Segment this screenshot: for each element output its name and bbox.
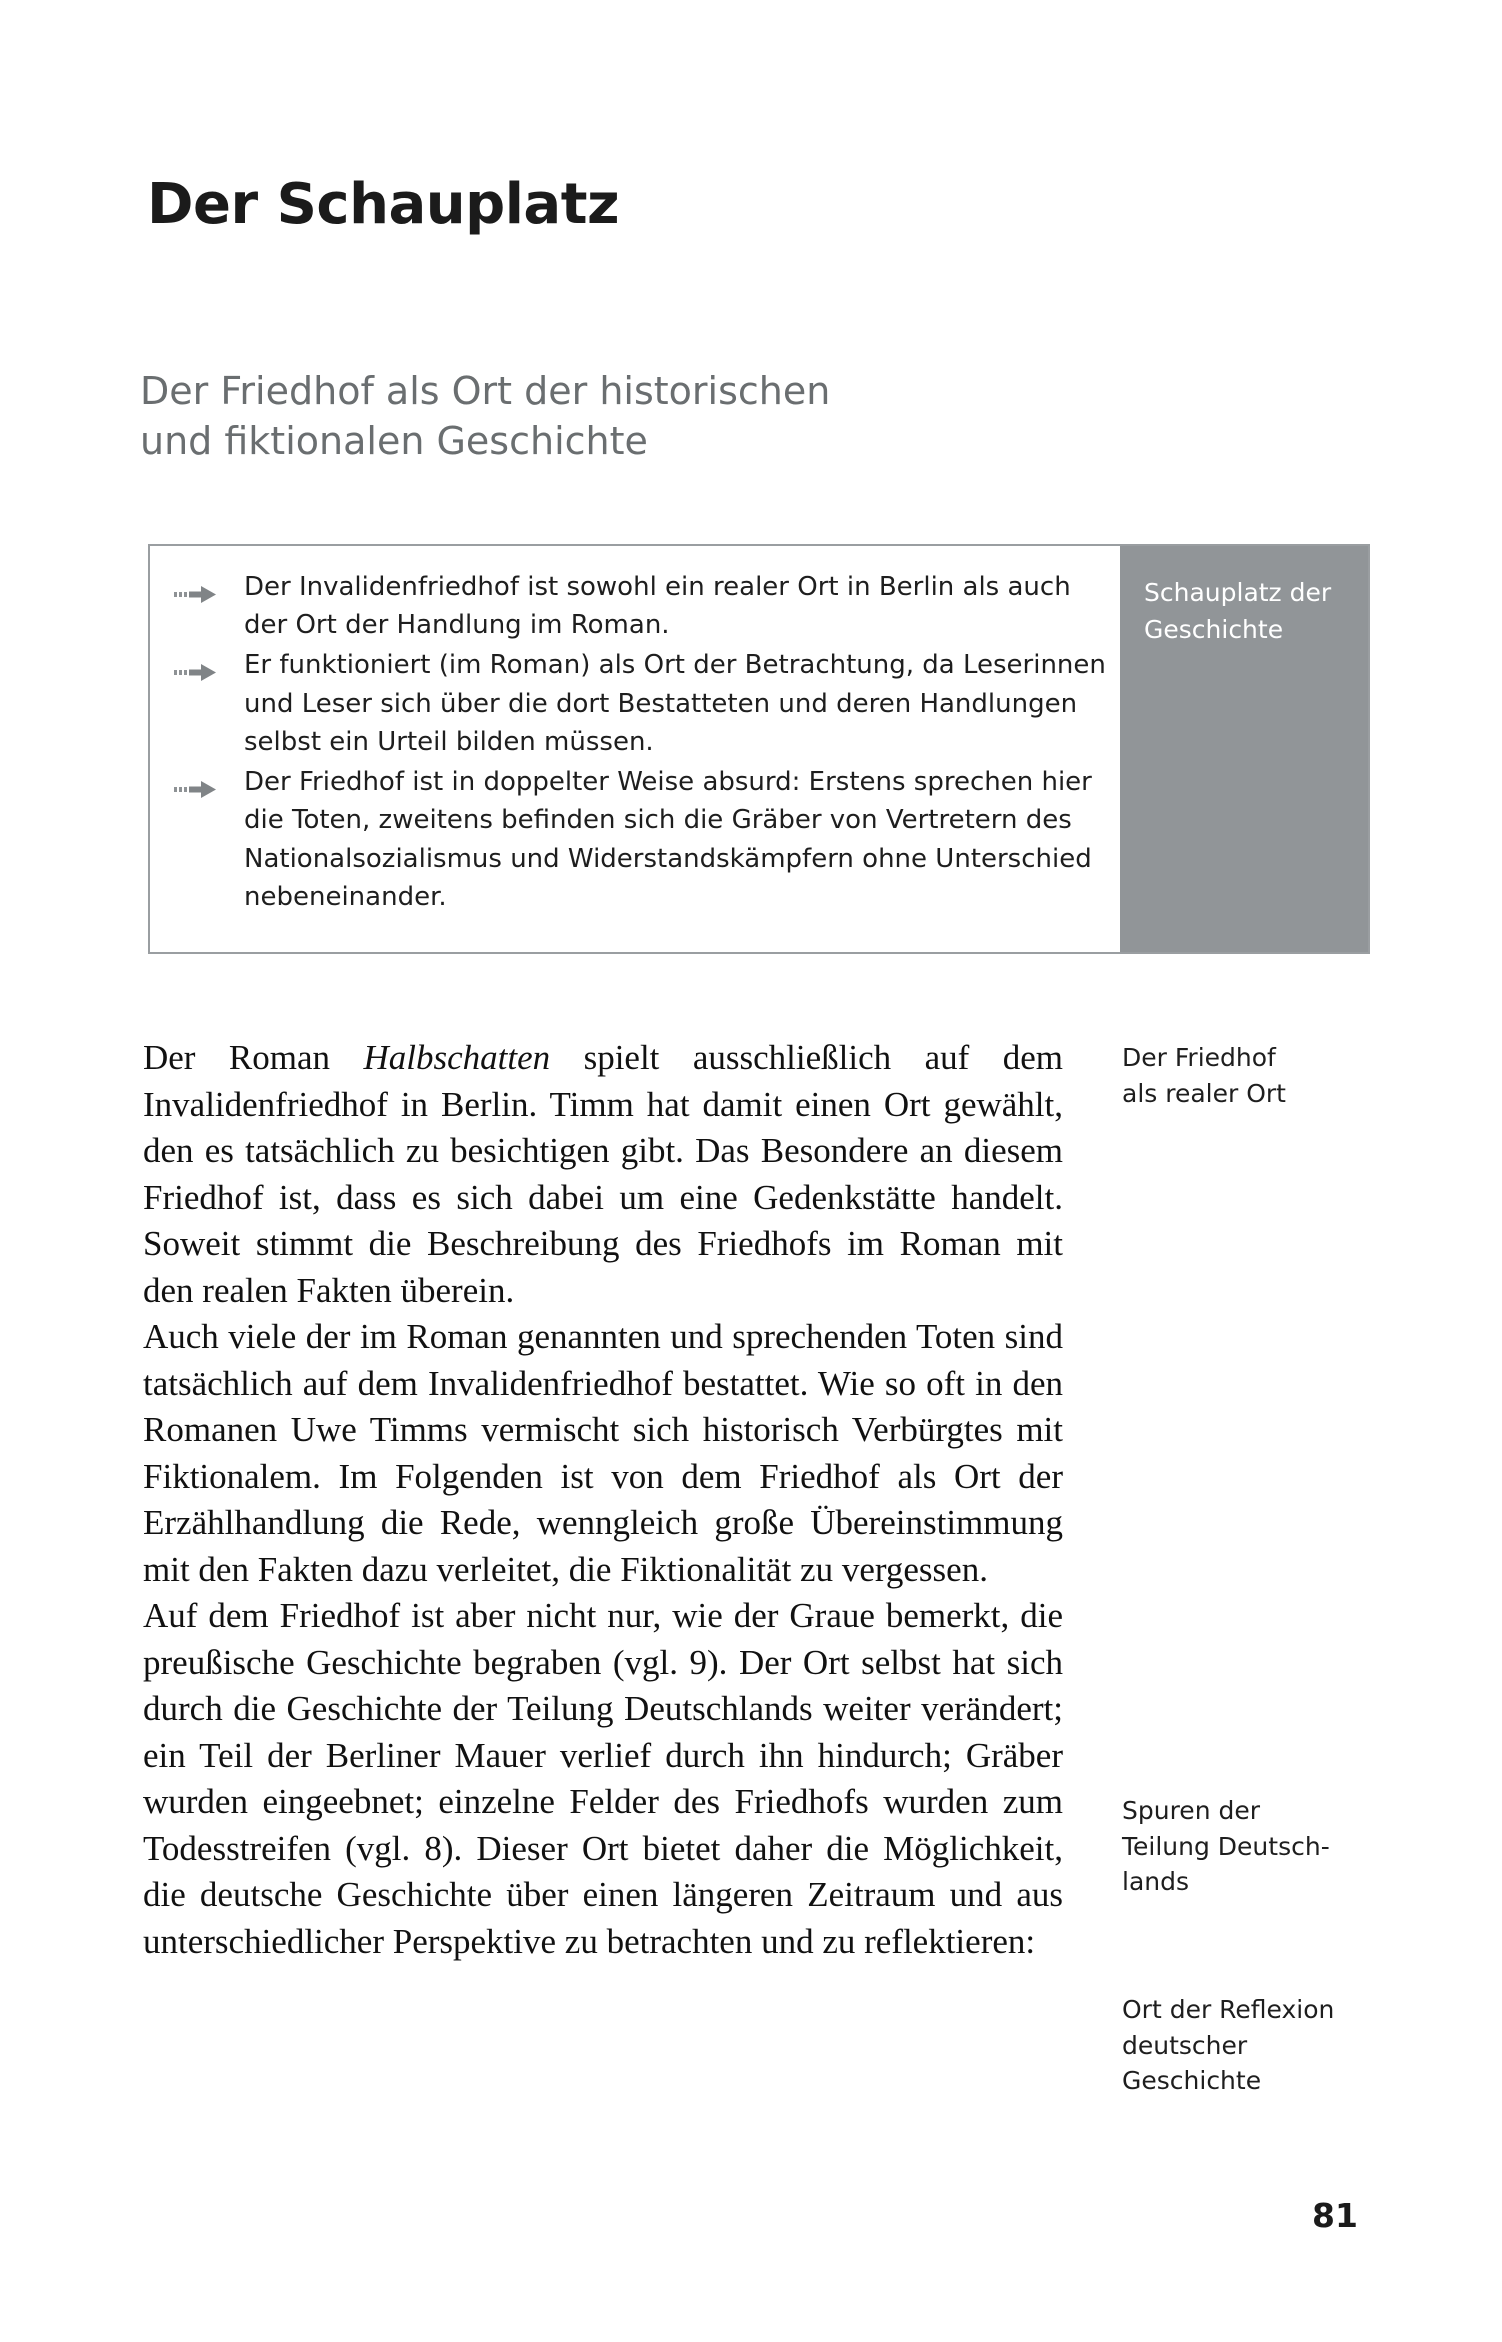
page-title: Der Schauplatz [147,172,620,237]
margin-note-line: deutscher [1122,2030,1248,2060]
summary-infobox-sidelabel-line-2: Geschichte [1144,615,1284,644]
arrow-right-icon [174,655,218,675]
margin-note-line: als realer Ort [1122,1078,1286,1108]
summary-infobox [148,544,1370,954]
page-number: 81 [1312,2196,1358,2235]
margin-note-line: Der Friedhof [1122,1043,1276,1072]
summary-infobox-sidelabel-line-1: Schauplatz der [1144,578,1332,607]
list-item-label: Der Friedhof ist in doppelter Weise absurd: Erstens sprechen hier die Toten, zweitens befinden sich die Gräber von Vertretern des Nationalsozialismus und Widerstandskämpfern ohne Unterschied nebeneinander. [244,767,1092,912]
body-paragraph-2: Auch viele der im Roman genannten und sprechenden Toten sind tatsächlich auf dem Invalidenfriedhof bestattet. Wie so oft in den Romanen Uwe Timms vermischt sich historisch Verbürgtes mit Fiktionalem. Im Folgenden ist von dem Friedhof als Ort der Erzählhandlung die Rede, wenngleich große Übereinstimmung mit den Fakten dazu verleitet, die Fiktionalität zu vergessen. [143,1317,1063,1589]
summary-infobox-sidelabel [1120,546,1368,952]
novel-title-italic: Halbschatten [363,1038,551,1077]
margin-note-ort-der-reflexion-deutscher-geschichte [1122,1992,1422,2099]
paragraph-1-post-italic: spielt ausschließlich auf dem Invalidenfriedhof in Berlin. Timm hat damit einen Ort gewählt, den es tatsächlich zu besichtigen gibt. Das Besondere an diesem Friedhof ist, dass es sich dabei um eine Gedenkstätte handelt. Soweit stimmt die Beschreibung des Friedhofs im Roman mit den realen Fakten überein. [143,1038,1063,1310]
summary-infobox-sidelabel-text [1144,574,1348,648]
margin-note-line: Geschichte [1122,2066,1262,2095]
list-item [164,568,1106,644]
body-paragraph-3: Auf dem Friedhof ist aber nicht nur, wie der Graue bemerkt, die preußische Geschichte begraben (vgl. 9). Der Ort selbst hat sich durch die Geschichte der Teilung Deutschlands weiter verändert; ein Teil der Berliner Mauer verlief durch ihn hindurch; Gräber wurden eingeebnet; einzelne Felder des Friedhofs wurden zum Todesstreifen (vgl. 8). Dieser Ort bietet daher die Möglichkeit, die deutsche Geschichte über einen längeren Zeitraum und aus unterschiedlicher Perspektive zu betrachten und zu reflektieren: [143,1596,1063,1961]
margin-note-spuren-der-teilung-deutschlands [1122,1793,1422,1900]
page-subtitle [140,366,980,466]
body-text-column [143,1035,1063,1965]
summary-infobox-content [150,546,1120,952]
body-paragraph-1 [143,1035,1063,1314]
page-subtitle-line-1: Der Friedhof als Ort der historischen [140,369,831,413]
list-item [164,646,1106,761]
paragraph-1-pre-italic: Der Roman [143,1038,364,1077]
summary-bullet-list [164,568,1106,916]
margin-note-line: Spuren der [1122,1796,1261,1825]
margin-note-line: lands [1122,1867,1190,1896]
margin-note-line: Teilung Deutsch- [1122,1831,1330,1861]
arrow-right-icon [174,772,218,792]
list-item [164,763,1106,916]
list-item-label: Er funktioniert (im Roman) als Ort der Betrachtung, da Leserinnen und Leser sich über die dort Bestatteten und deren Handlungen selbst ein Urteil bilden müssen. [244,650,1106,757]
margin-note-line: Ort der Reflexion [1122,1995,1335,2024]
arrow-right-icon [174,577,218,597]
margin-note-der-friedhof-als-realer-ort [1122,1040,1422,1111]
list-item-label: Der Invalidenfriedhof ist sowohl ein realer Ort in Berlin als auch der Ort der Handlung im Roman. [244,572,1071,641]
page-subtitle-line-2: und fiktionalen Geschichte [140,419,648,464]
